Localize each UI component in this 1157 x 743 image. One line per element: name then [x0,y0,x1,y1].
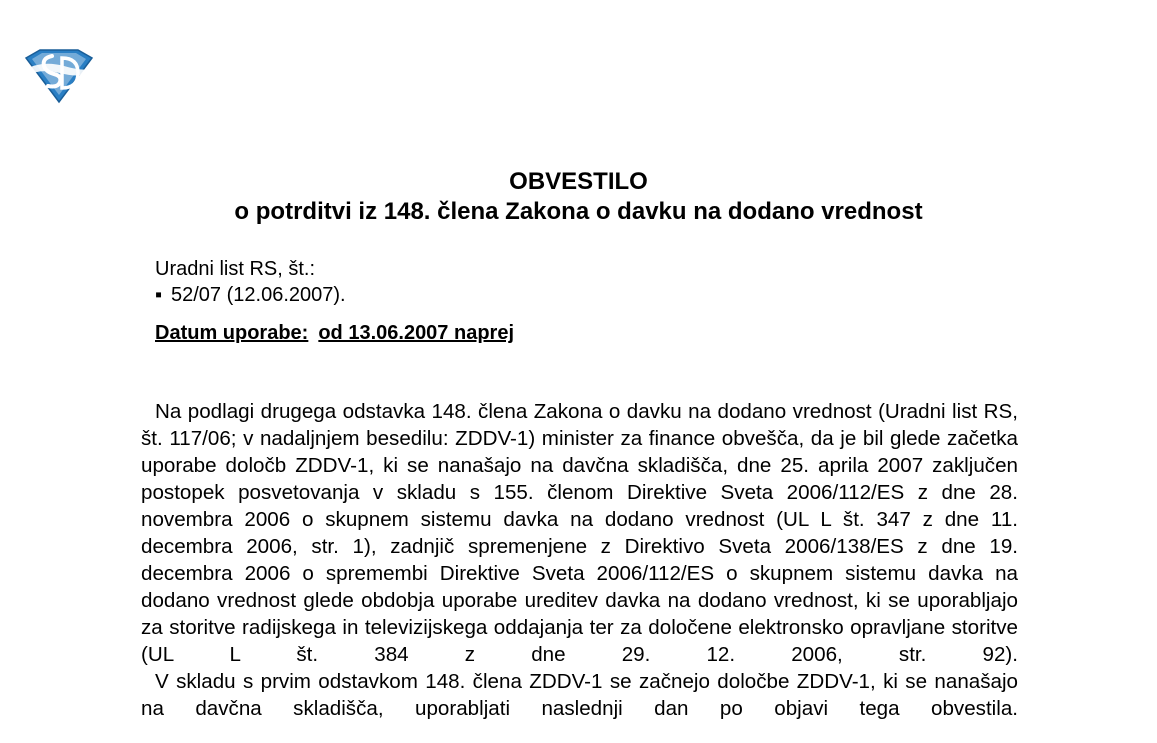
publisher-logo-icon [22,48,96,104]
usage-date-row [155,320,514,346]
document-subtitle: o potrditvi iz 148. člena Zakona o davku na dodano vrednost [234,198,923,225]
gazette-item [155,282,346,308]
gazette-label: Uradni list RS, št.: [155,258,316,280]
notice-body [141,398,1018,722]
body-paragraph-2: V skladu s prvim odstavkom 148. člena ZDDV-1 se začnejo določbe ZDDV-1, ki se nanašajo na davčna skladišča, uporabljati naslednji dan po objavi tega obvestila. [141,670,1018,720]
usage-date-label: Datum uporabe: [155,322,309,344]
bullet-icon [155,284,171,306]
document-title: OBVESTILO [509,168,648,195]
body-paragraph-1: Na podlagi drugega odstavka 148. člena Zakona o davku na dodano vrednost (Uradni list RS, št. 117/06; v nadaljnjem besedilu: ZDDV-1) minister za finance obvešča, da je bil glede začetka uporabe določb ZDDV-1, ki se nanašajo na davčna skladišča, dne 25. aprila 2007 zaključen postopek posvetovanja v skladu s 155. členom Direktive Sveta 2006/112/ES z dne 28. novembra 2006 o skupnem sistemu davka na dodano vrednost (UL L št. 347 z dne 11. decembra 2006, str. 1), zadnjič spremenjene z Direktivo Sveta 2006/138/ES z dne 19. decembra 2006 o spremembi Direktive Sveta 2006/112/ES o skupnem sistemu davka na dodano vrednost glede obdobja uporabe ureditev davka na dodano vrednost, ki se uporabljajo za storitve radijskega in televizijskega oddajanja ter za določene elektronsko opravljane storitve (UL L št. 384 z dne 29. 12. 2006, str. 92). [141,400,1018,666]
gazette-item-text: 52/07 (12.06.2007). [171,284,346,306]
usage-date-value: od 13.06.2007 naprej [318,322,515,344]
